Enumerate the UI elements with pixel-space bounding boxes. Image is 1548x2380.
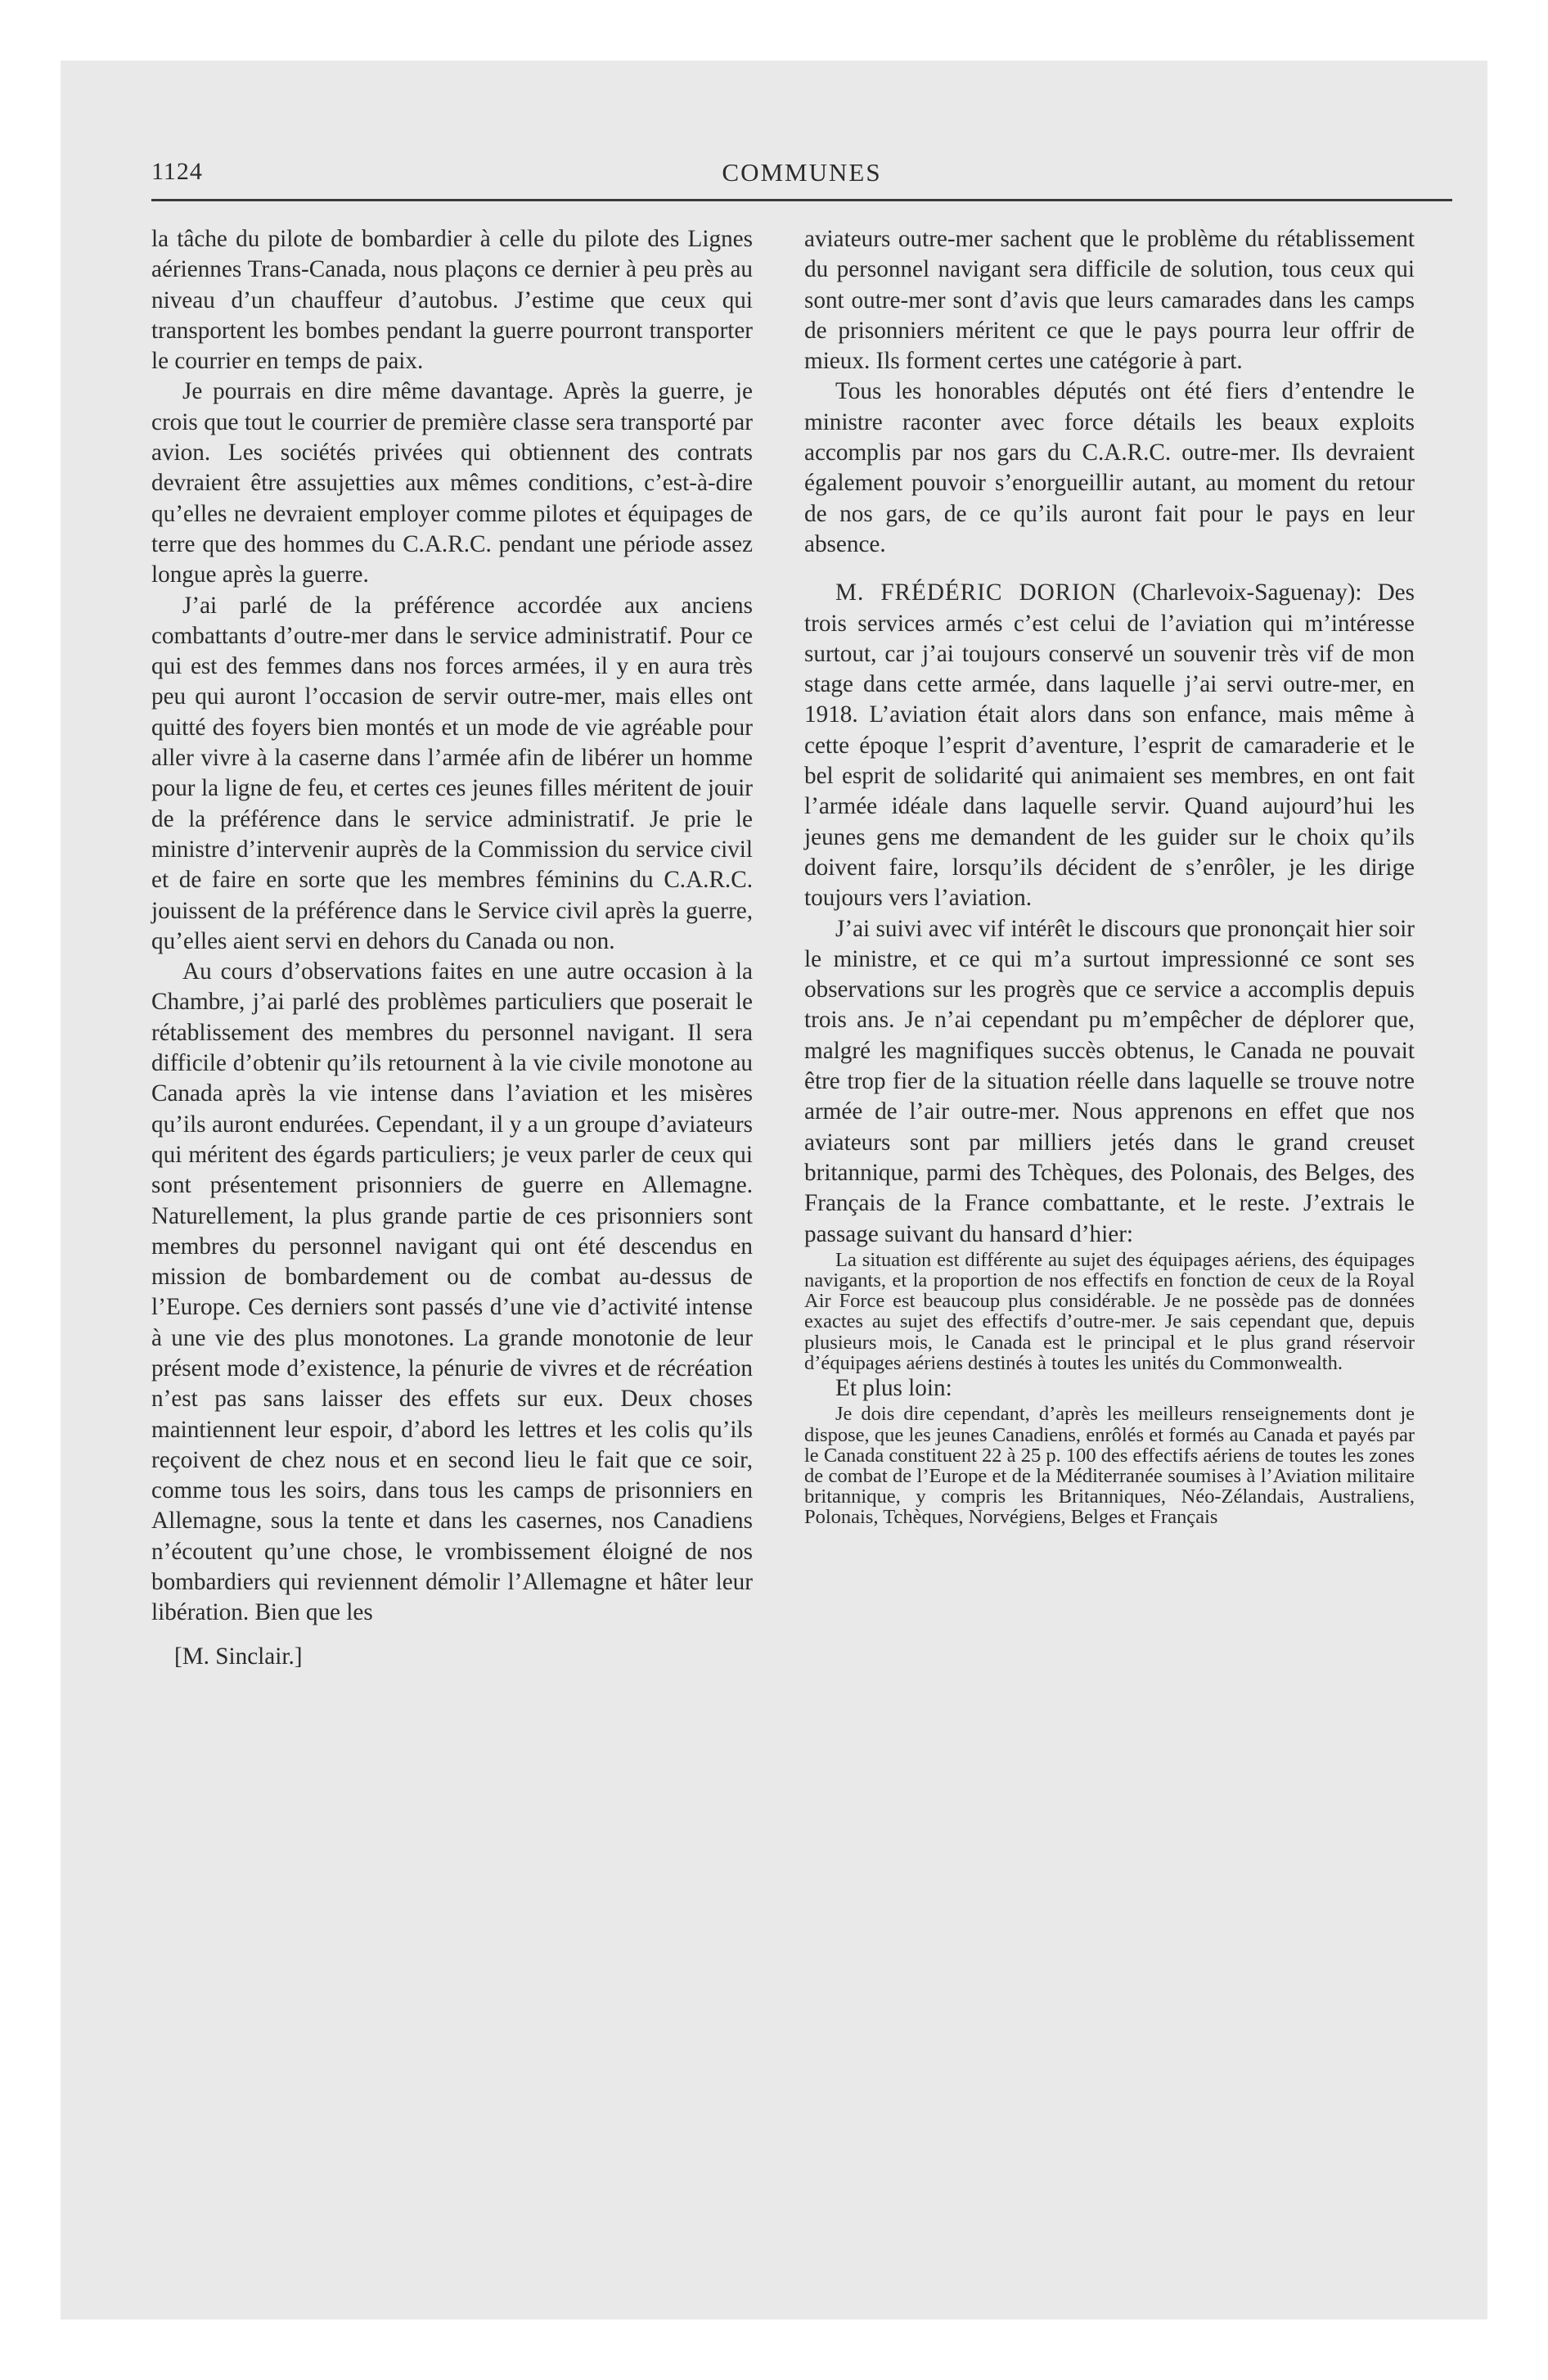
paragraph: Je pourrais en dire même davantage. Après la guerre, je crois que tout le courrier de première classe sera transporté par avion. Les sociétés privées qui obtiennent des contrats devraient être assujetties aux mêmes conditions, c’est-à-dire qu’elles ne devraient employer comme pilotes et équipages de terre que des hommes du C.A.R.C. pendant une période assez longue après la guerre. <box>151 378 753 588</box>
left-column <box>151 224 753 1672</box>
running-head: COMMUNES <box>722 158 882 187</box>
paragraph: la tâche du pilote de bombardier à celle du pilote des Lignes aériennes Trans-Canada, nous plaçons ce dernier à peu près au niveau d’un chauffeur d’autobus. J’estime que ceux qui transportent les bombes pendant la guerre pourront transporter le courrier en temps de paix. <box>151 226 753 375</box>
paragraph: Au cours d’observations faites en une autre occasion à la Chambre, j’ai parlé des problèmes particuliers que poserait le rétablissement des membres du personnel navigant. Il sera difficile d’obtenir qu’ils retournent à la vie civile monotone au Canada après la vie intense dans l’aviation et les misères qu’ils auront endurées. Cependant, il y a un groupe d’aviateurs qui méritent des égards particuliers; je veux parler de ceux qui sont présentement prisonniers de guerre en Allemagne. Naturellement, la plus grande partie de ces prisonniers sont membres du personnel navigant qui ont été descendus en mission de bombardement ou de combat au-dessus de l’Europe. Ces derniers sont passés d’une vie d’activité intense à une vie des plus monotones. La grande monotonie de leur présent mode d’existence, la pénurie de vivres et de récréation n’est pas sans laisser des effets sur eux. Deux choses maintiennent leur espoir, d’abord les lettres et les colis qu’ils reçoivent de chez nous et en second lieu le fait que ce soir, comme tous les soirs, dans tous les camps de prisonniers en Allemagne, sous la tente et dans les casernes, nos Canadiens n’écoutent qu’une chose, le vrombissement éloigné de nos bombardiers qui reviennent démolir l’Allemagne et hâter leur libération. Bien que les <box>151 958 753 1626</box>
paragraph: aviateurs outre-mer sachent que le problème du rétablissement du personnel navigant sera difficile de solution, tous ceux qui sont outre-mer sont d’avis que leurs camarades dans les camps de prisonniers méritent ce que le pays pourra leur offrir de mieux. Ils forment certes une catégorie à part. <box>804 226 1415 375</box>
page-number: 1124 <box>151 158 203 185</box>
page-header <box>151 158 1452 196</box>
paragraph: Tous les honorables députés ont été fiers d’entendre le ministre raconter avec force détails les beaux exploits accomplis par nos gars du C.A.R.C. outre-mer. Ils devraient également pouvoir s’enorgueillir autant, au moment du retour de nos gars, de ce qu’ils auront fait pour le pays en leur absence. <box>804 378 1415 557</box>
paragraph: J’ai suivi avec vif intérêt le discours que prononçait hier soir le ministre, et ce qui m’a surtout impressionné ce sont ses observations sur les progrès que ce service a accomplis depuis trois ans. Je n’ai cependant pu m’empêcher de déplorer que, malgré les magnifiques succès obtenus, le Canada ne pouvait être trop fier de la situation réelle dans laquelle se trouve notre armée de l’air outre-mer. Nous apprenons en effet que nos aviateurs sont par milliers jetés dans le grand creuset britannique, parmi des Tchèques, des Polonais, des Belges, des Français de la France combattante, et le reste. J’extrais le passage suivant du hansard d’hier: <box>804 915 1415 1247</box>
speaker-riding: (Charlevoix-Saguenay): <box>1132 579 1362 606</box>
speaker-name: M. FRÉDÉRIC DORION <box>835 579 1117 606</box>
speaker-text: Des trois services armés c’est celui de l’aviation qui m’intéresse surtout, car j’ai toujours conservé un souvenir très vif de mon stage dans cette armée, dans laquelle j’ai servi outre-mer, en 1918. L’aviation était alors dans son enfance, mais même à cette époque l’esprit d’aventure, l’esprit de camaraderie et le bel esprit de solidarité qui animaient ses membres, en ont fait l’armée idéale dans laquelle servir. Quand aujourd’hui les jeunes gens me demandent de les guider sur le choix qu’ils doivent faire, lorsqu’ils décident de s’enrôler, je les dirige toujours vers l’aviation. <box>804 579 1415 912</box>
block-quote: La situation est différente au sujet des équipages aériens, des équipages navigants, et la proportion de nos effectifs en fonction de ceux de la Royal Air Force est beaucoup plus considérable. Je ne possède pas de données exactes au sujet des effectifs d’outre-mer. Je sais cependant que, depuis plusieurs mois, le Canada est le principal et le plus grand réservoir d’équipages aériens destinés à toutes les unités du Commonwealth. <box>804 1248 1415 1374</box>
paragraph: J’ai parlé de la préférence accordée aux anciens combattants d’outre-mer dans le service administratif. Pour ce qui est des femmes dans nos forces armées, il y en aura très peu qui auront l’occasion de servir outre-mer, mais elles ont quitté des foyers bien montés et un mode de vie agréable pour aller vivre à la caserne dans l’armée afin de libérer un homme pour la ligne de feu, et certes ces jeunes filles méritent de jouir de la préférence dans le service administratif. Je prie le ministre d’intervenir auprès de la Commission du service civil et de faire en sorte que les membres féminins du C.A.R.C. jouissent de la préférence dans le Service civil après la guerre, qu’elles aient servi en dehors du Canada ou non. <box>151 592 753 954</box>
header-rule <box>151 199 1452 201</box>
speaker-paragraph <box>804 578 1415 913</box>
right-column <box>804 224 1415 1528</box>
block-quote: Je dois dire cependant, d’après les meilleurs renseignements dont je dispose, que les jeunes Canadiens, enrôlés et formés au Canada et payés par le Canada constituent 22 à 25 p. 100 des effectifs aériens de toutes les zones de combat de l’Europe et de la Méditerranée soumises à l’Aviation militaire britannique, y compris les Britanniques, Néo-Zélandais, Australiens, Polonais, Tchèques, Norvégiens, Belges et Français <box>804 1403 1415 1529</box>
speaker-attribution: [M. Sinclair.] <box>174 1643 303 1670</box>
quote-intro: Et plus loin: <box>835 1375 952 1402</box>
